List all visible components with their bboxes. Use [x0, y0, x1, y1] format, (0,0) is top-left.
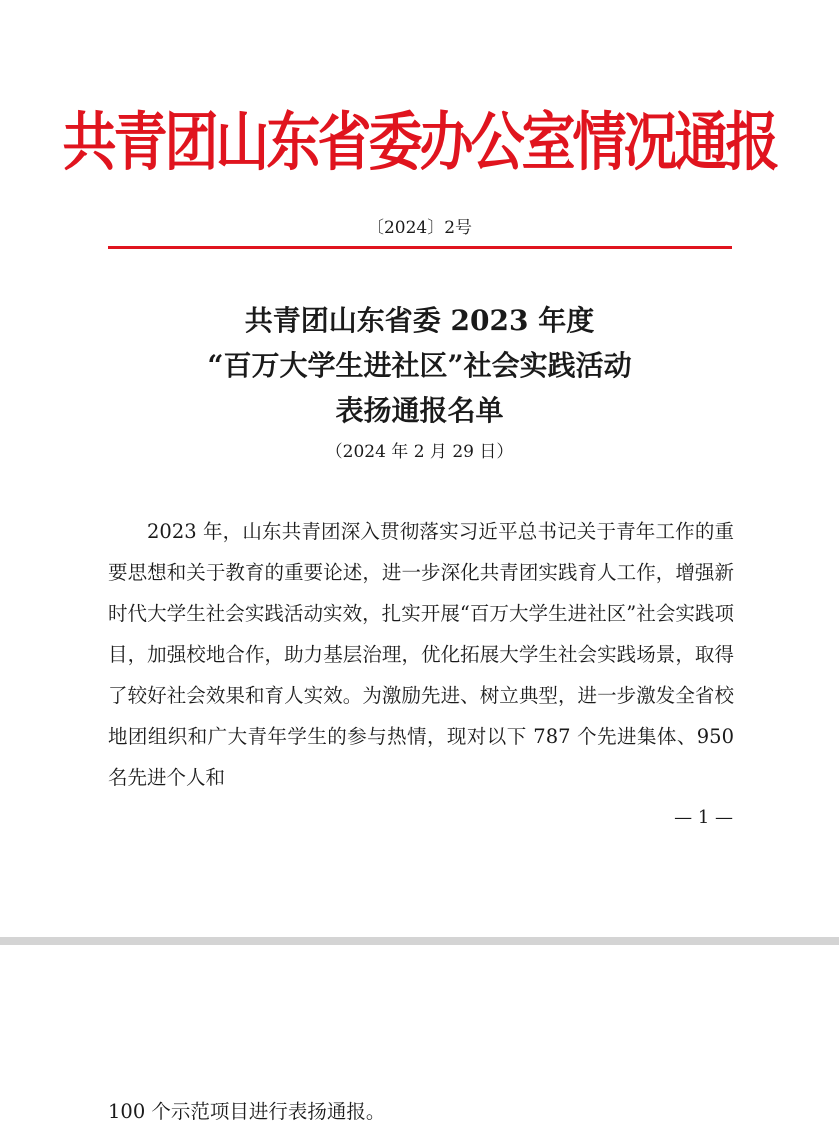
title-line-3: 表扬通报名单: [335, 394, 504, 427]
document-date: （2024 年 2 月 29 日）: [325, 442, 514, 462]
document-number: 〔2024〕2号: [366, 218, 473, 238]
page-divider: [0, 937, 839, 945]
red-separator-line: [108, 246, 732, 249]
title-line-2: “百万大学生进社区”社会实践活动: [207, 349, 632, 382]
masthead-title: 共青团山东省委办公室情况通报: [62, 104, 777, 180]
title-line-1: 共青团山东省委 2023 年度: [244, 304, 595, 337]
page-number: — 1 —: [674, 807, 733, 828]
document-title: [0, 298, 839, 433]
body-text: [108, 511, 734, 798]
body-paragraph: 2023 年，山东共青团深入贯彻落实习近平总书记关于青年工作的重要思想和关于教育的重要论述，进一步深化共青团实践育人工作，增强新时代大学生社会实践活动实效，扎实开展“百万大学生进社区”社会实践项目，加强校地合作，助力基层治理，优化拓展大学生社会实践场景，取得了较好社会效果和育人实效。为激励先进、树立典型，进一步激发全省校地团组织和广大青年学生的参与热情，现对以下 787 个先进集体、950 名先进个人和: [108, 520, 734, 789]
continuation-text: 100 个示范项目进行表扬通报。: [108, 1100, 386, 1123]
